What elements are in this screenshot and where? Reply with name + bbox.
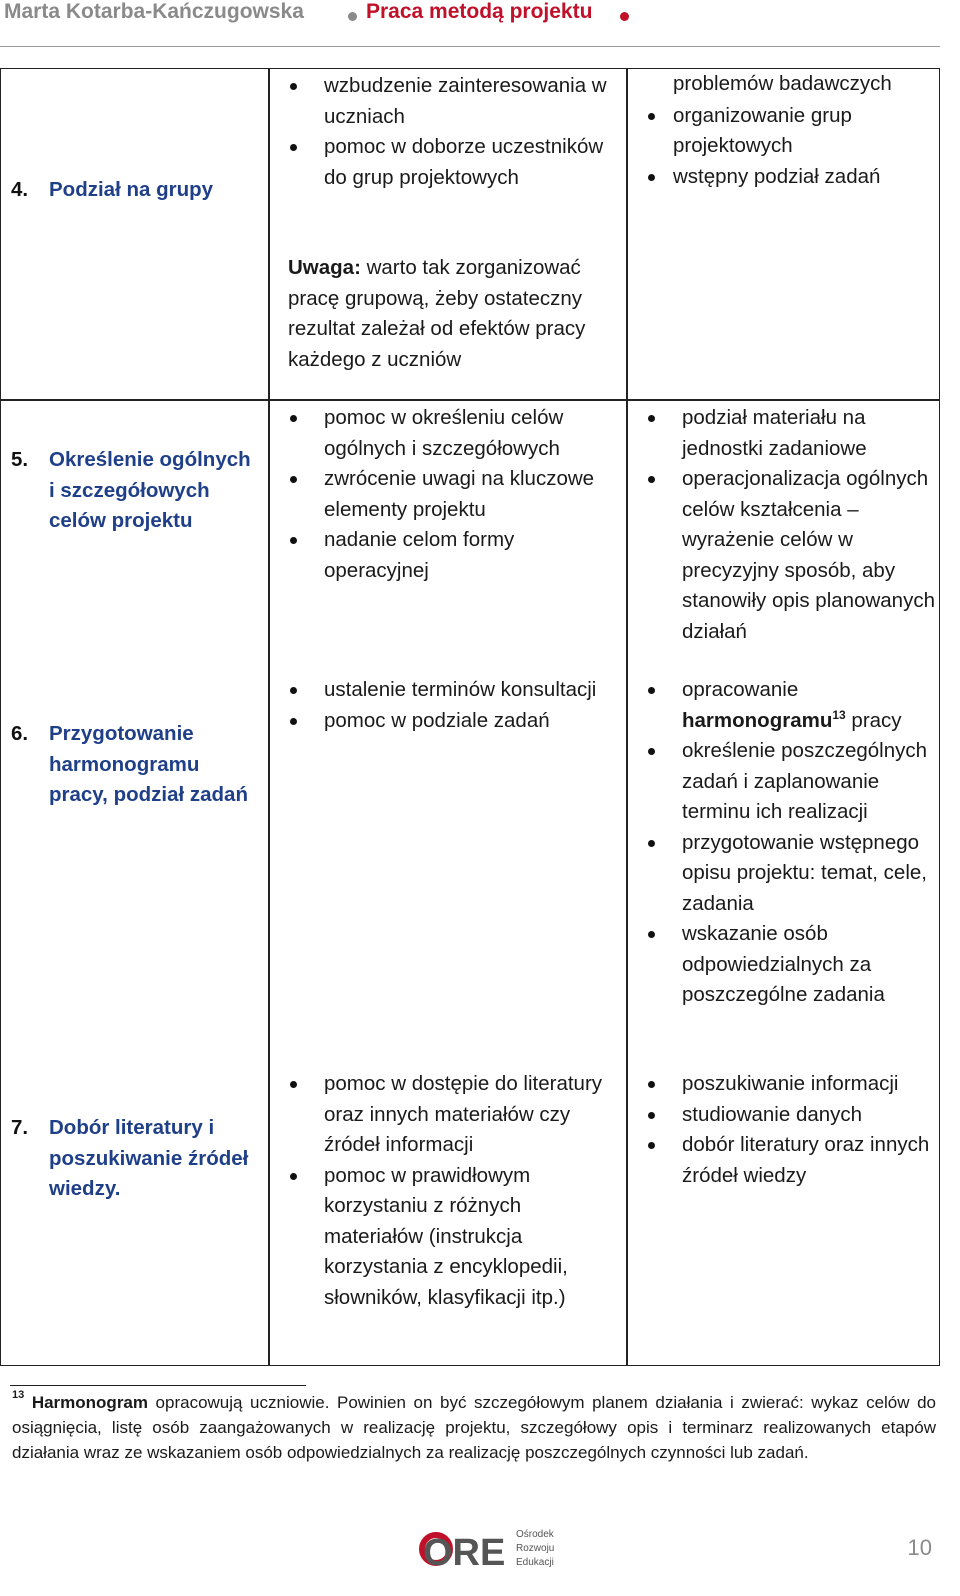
stage-title: Podział na grupy [49, 178, 214, 201]
list-item: pomoc w podziale zadań [278, 706, 618, 737]
footnote-number: 13 [12, 1389, 25, 1401]
note-label: Uwaga: [288, 256, 361, 279]
note-text: warto tak zorganizować pracę grupową, żeby ostateczny rezultat zależał od efektów pracy każdego z uczniów [288, 256, 586, 371]
stage-title: Przygotowanie harmonogramu pracy, podział zadań [49, 722, 248, 806]
list-item: wskazanie osób odpowiedzialnych za poszczególne zadania [636, 919, 936, 1011]
footnote-term: Harmonogram [31, 1393, 148, 1412]
header-bullet-dot [348, 12, 357, 21]
continued-item: problemów badawczych [673, 72, 892, 95]
logo-letters: ORE [423, 1532, 506, 1571]
stage-number: 7. [11, 1116, 29, 1139]
item-text: opracowanie [682, 678, 799, 701]
teacher-activities-7 [278, 1069, 618, 1313]
column-divider-1 [268, 69, 270, 1365]
list-item: wstępny podział zadań [636, 162, 936, 193]
item-bold: harmonogramu [682, 708, 833, 732]
logo-line-1: Ośrodek [516, 1529, 554, 1540]
list-item: studiowanie danych [636, 1100, 936, 1131]
footnote-text: opracowują uczniowie. Powinien on być szczegółowym planem działania i zwierać: wykaz celów do osiągnięcia, listę osób zaangażowanych w realizację projektu, szczegółowy opis i terminarz realizowanych etapów działania wraz ze wskazaniem osób odpowiedzialnych za realizację poszczególnych czynności lub zadań. [12, 1393, 936, 1462]
header-bullet-dot-end [620, 12, 629, 21]
column-divider-2 [626, 69, 628, 1365]
note-4 [288, 253, 618, 375]
list-item: pomoc w doborze uczestników do grup projektowych [278, 132, 618, 193]
stage-number: 5. [11, 448, 29, 471]
list-item: organizowanie grup projektowych [636, 101, 936, 162]
teacher-activities-4 [278, 71, 618, 193]
list-item: przygotowanie wstępnego opisu projektu: temat, cele, zadania [636, 828, 936, 920]
ore-logo-graphic [418, 1525, 568, 1571]
footnote-ref: 13 [832, 707, 846, 722]
list-item: operacjonalizacja ogólnych celów kształcenia – wyrażenie celów w precyzyjny sposób, aby stanowiły opis planowanych działań [636, 464, 936, 647]
item-text: pracy [845, 708, 902, 732]
student-activities-7 [636, 1069, 936, 1191]
list-item: nadanie celom formy operacyjnej [278, 525, 618, 586]
row-divider-4-5 [1, 399, 939, 401]
list-item: pomoc w dostępie do literatury oraz innych materiałów czy źródeł informacji [278, 1069, 618, 1161]
list-item: wzbudzenie zainteresowania w uczniach [278, 71, 618, 132]
page-number: 10 [907, 1535, 932, 1560]
logo-line-2: Rozwoju [516, 1543, 555, 1554]
header-rule [0, 46, 940, 47]
header-title: Praca metodą projektu [366, 0, 593, 23]
running-header [0, 0, 940, 36]
list-item: ustalenie terminów konsultacji [278, 675, 618, 706]
stage-number: 4. [11, 178, 29, 201]
list-item: określenie poszczególnych zadań i zaplanowanie terminu ich realizacji [636, 736, 936, 828]
list-item [636, 675, 936, 736]
student-activities-4 [636, 69, 936, 192]
list-item: pomoc w określeniu celów ogólnych i szczegółowych [278, 403, 618, 464]
stage-number: 6. [11, 722, 29, 745]
ore-logo [418, 1525, 568, 1571]
teacher-activities-6 [278, 675, 618, 736]
stage-title: Dobór literatury i poszukiwanie źródeł wiedzy. [49, 1116, 249, 1200]
project-stages-table [0, 68, 940, 1366]
footnote [12, 1390, 936, 1465]
footnote-separator [10, 1385, 306, 1386]
teacher-activities-5 [278, 403, 618, 586]
list-item: poszukiwanie informacji [636, 1069, 936, 1100]
logo-line-3: Edukacji [516, 1557, 554, 1568]
stage-title: Określenie ogólnych i szczegółowych celów projektu [49, 448, 251, 532]
header-author: Marta Kotarba-Kańczugowska [4, 0, 304, 23]
list-item: podział materiału na jednostki zadaniowe [636, 403, 936, 464]
list-item: zwrócenie uwagi na kluczowe elementy projektu [278, 464, 618, 525]
list-item: dobór literatury oraz innych źródeł wiedzy [636, 1130, 936, 1191]
list-item: pomoc w prawidłowym korzystaniu z różnych materiałów (instrukcja korzystania z encyklopedii, słowników, klasyfikacji itp.) [278, 1161, 618, 1314]
student-activities-6 [636, 675, 936, 1011]
student-activities-5 [636, 403, 936, 647]
